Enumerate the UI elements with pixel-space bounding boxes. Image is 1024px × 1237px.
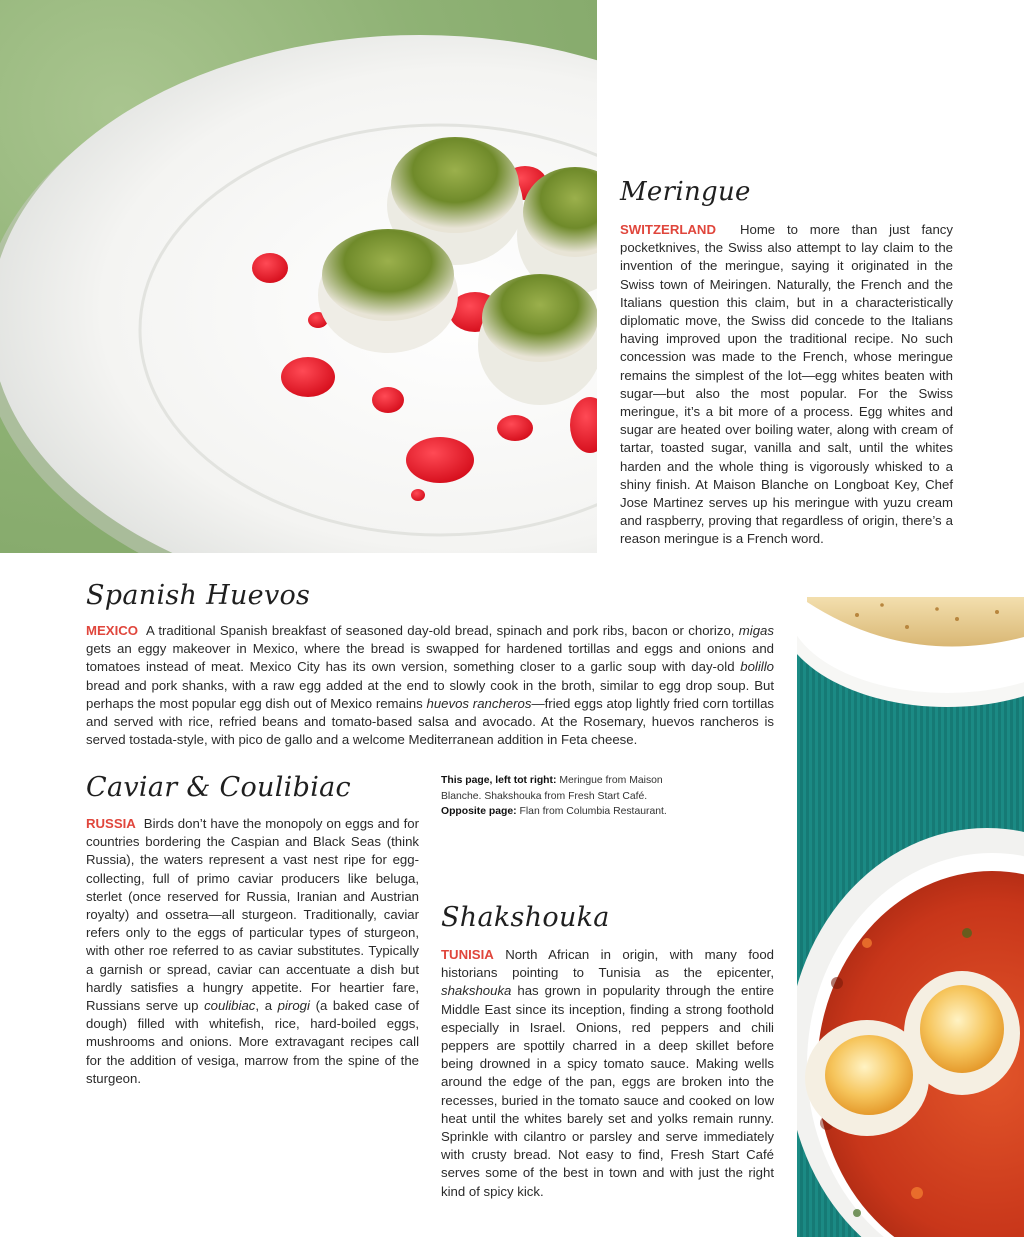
shakshouka-italic: shakshouka (441, 983, 512, 999)
caviar-country: RUSSIA (86, 816, 136, 831)
huevos-migas: migas (738, 623, 774, 638)
caviar-pirogi: pirogi (277, 998, 310, 1014)
huevos-body-2: gets an eggy makeover in Mexico, where the bread is swapped for hardened tortillas and eggs and onions and tomatoes instead of meat. Mexico City has its own version, something closer to a garlic soup with day-old (86, 641, 774, 675)
caption-label-1: This page, left tot right: (441, 775, 557, 786)
caption-text-2: Flan from Columbia Restaurant. (516, 806, 667, 817)
shakshouka-body-2: has grown in popularity through the entire Middle East since its inception, finding a strong foothold especially in Israel. Onions, red peppers and chili peppers are spottily charred in a deep skillet before being drowned in a spicy tomato sauce. Making wells around the edge of the pan, eggs are broken into the recesses, buried in the tomato sauce and cooked on low heat until the whites barely set and yolks remain runny. Sprinkle with cilantro or parsley and serve immediately with crusty bread. Not easy to find, Fresh Start Café serves some of the best in town and with just the right kind of spicy kick. (441, 983, 774, 1199)
caviar-title: Caviar & Coulibiac (86, 772, 351, 803)
meringue-photo (0, 0, 597, 553)
pita-photo (797, 597, 1024, 793)
meringue-country: SWITZERLAND (620, 222, 716, 237)
huevos-article (86, 622, 774, 749)
huevos-body-4: —fried eggs atop lightly fried corn tortillas and served with rice, refried beans and tomato-based salsa and avocado. At the Rosemary, huevos rancheros is served tostada-style, with pico de gallo and a welcome Mediterranean addition in Feta cheese. (86, 695, 774, 748)
photo-caption (441, 773, 686, 820)
shakshouka-body-1: North African in origin, with many food historians pointing to Tunisia as the epicenter, (441, 947, 774, 981)
caviar-coulibiac: coulibiac (204, 998, 256, 1014)
shakshouka-country: TUNISIA (441, 947, 494, 962)
huevos-rancheros: huevos rancheros (426, 695, 532, 711)
shakshouka-photo (797, 793, 1024, 1237)
caviar-body-2: , a (255, 998, 278, 1014)
caviar-body-1: Birds don’t have the monopoly on eggs and for countries bordering the Caspian and Black Seas (think Russia), the waters represent a vast nest ripe for egg-collecting, full of primo caviar producers like beluga, sterlet (once reserved for Russia, Iranian and Austrian royalty) and ossetra—all sturgeon. Traditionally, caviar refers only to the eggs of particular types of sturgeon, with other roe referred to as caviar substitutes. Typically a garnish or spread, caviar can accentuate a dish but hardly satisfies a hungry appetite. For heartier fare, Russians serve up (86, 816, 419, 1014)
huevos-body-3: bread and pork shanks, with a raw egg added at the end to slowly cook in the broth, similar to egg drop soup. But perhaps the most popular egg dish out of Mexico remains (86, 677, 774, 711)
pita-plate-illustration (797, 597, 1024, 793)
shakshouka-title: Shakshouka (441, 902, 610, 933)
meringue-plate-illustration (0, 0, 597, 553)
huevos-country: MEXICO (86, 623, 139, 638)
huevos-title: Spanish Huevos (86, 580, 311, 611)
meringue-title: Meringue (620, 177, 751, 207)
shakshouka-article (441, 946, 774, 1201)
caption-label-2: Opposite page: (441, 806, 517, 817)
meringue-article (620, 221, 953, 549)
meringue-body: Home to more than just fancy pocketknives, the Swiss also attempt to lay claim to the invention of the meringue, saying it originated in the Swiss town of Meiringen. Naturally, the French and the Italians question this claim, but in a characteristically diplomatic move, the Swiss did concede to the Italians having improved upon the traditional recipe. No such concession was made to the French, whose meringue remains the simplest of the lot—egg whites beaten with sugar—but also the most popular. For the Swiss meringue, it’s a bit more of a process. Egg whites and sugar are heated over boiling water, along with cream of tartar, toasted sugar, vanilla and salt, until the whites harden and the whole thing is vigorously whisked to a shiny finish. At Maison Blanche on Longboat Key, Chef Jose Martinez serves up his meringue with yuzu cream and raspberry, proving that regardless of origin, there’s a reason meringue is a French word. (620, 222, 953, 547)
caviar-body-3: (a baked case of dough) filled with whitefish, rice, hard-boiled eggs, mushrooms and onions. More extravagant recipes call for the addition of vesiga, marrow from the spine of the sturgeon. (86, 998, 419, 1086)
caviar-article (86, 815, 419, 1088)
huevos-bolillo: bolillo (740, 659, 774, 675)
caption-text-1: Meringue from Maison Blanche. Shakshouka from Fresh Start Café. (441, 775, 663, 802)
caption-line-2 (441, 804, 686, 820)
huevos-body-1: A traditional Spanish breakfast of seasoned day-old bread, spinach and pork ribs, bacon or chorizo, (145, 623, 739, 638)
caption-line-1 (441, 773, 686, 804)
shakshouka-dish-illustration (797, 793, 1024, 1237)
